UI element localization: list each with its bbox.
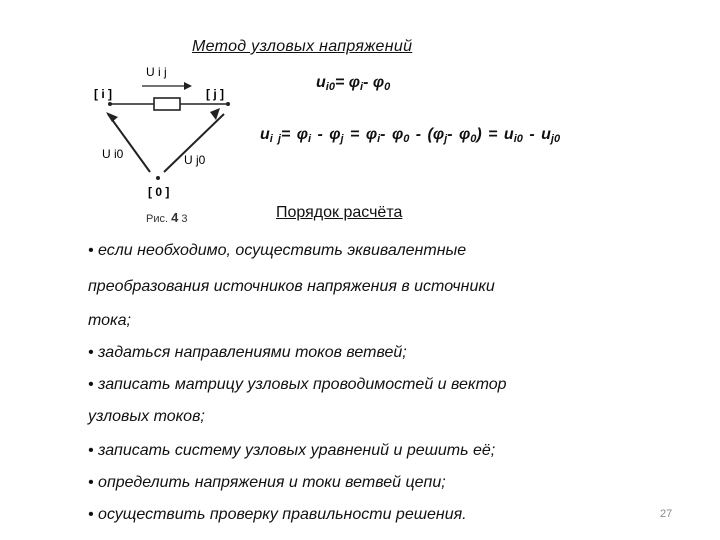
u-i0-arrowhead [106,112,118,122]
u-j0-label: U j0 [184,153,206,167]
page-number: 27 [660,508,673,520]
figure-caption: Рис. 4 3 [146,210,188,225]
section-subtitle: Порядок расчёта [276,204,403,221]
list-item: узловых токов; [88,408,205,425]
node-j-label: [ j ] [206,87,224,101]
node-0-dot [156,176,160,180]
slide-title: Метод узловых напряжений [192,38,413,55]
list-item: • определить напряжения и токи ветвей цепи; [88,474,446,491]
circuit-diagram [80,60,250,210]
u-ij-arrowhead [184,82,192,90]
list-item: • задаться направлениями токов ветвей; [88,344,407,361]
list-item: тока; [88,312,131,329]
list-item: • записать матрицу узловых проводимостей и вектор [88,376,507,393]
list-item: • осуществить проверку правильности решения. [88,506,467,523]
node-j-dot [226,102,230,106]
u-i0-label: U i0 [102,147,124,161]
formula-node-voltage: $u_{i0}= \varphi_i-$ $\varphi_0$ [316,74,391,93]
branch-resistor [154,98,180,110]
list-item: • если необходимо, осуществить эквивалентные [88,242,467,259]
u-i0-arrow [108,114,150,172]
node-i-dot [108,102,112,106]
list-item: преобразования источников напряжения в источники [88,278,495,295]
u-ij-label: U i j [146,65,167,79]
node-0-label: [ 0 ] [148,185,170,199]
formula-branch-voltage: $u_{i j}= \varphi_i - \varphi_j = \varphi_i-$ $\varphi_0 - (\varphi_j-$ $\varphi_0) = u_{i0} - u_{j0}$ [260,126,561,145]
list-item: • записать систему узловых уравнений и решить её; [88,442,496,459]
node-i-label: [ i ] [94,87,112,101]
